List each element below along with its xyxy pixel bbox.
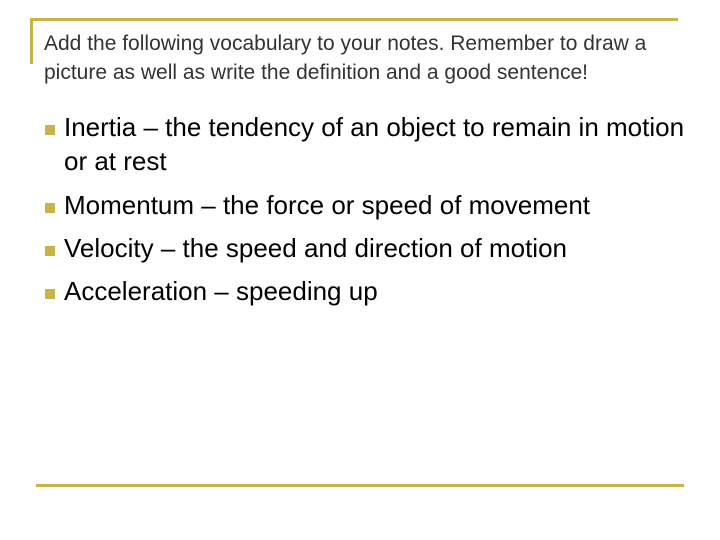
square-bullet-icon bbox=[45, 125, 55, 135]
list-item bbox=[36, 110, 696, 178]
list-item-text: Momentum – the force or speed of movement bbox=[64, 190, 591, 220]
top-rule bbox=[30, 18, 678, 21]
left-rule bbox=[30, 18, 33, 64]
slide-title: Add the following vocabulary to your notes. Remember to draw a picture as well as write the definition and a good sentence! bbox=[44, 32, 647, 84]
list-item bbox=[36, 274, 696, 308]
list-item bbox=[36, 231, 696, 265]
square-bullet-icon bbox=[45, 203, 55, 213]
list-item bbox=[36, 188, 696, 222]
bottom-rule bbox=[36, 484, 684, 487]
vocabulary-list bbox=[36, 110, 696, 317]
list-item-text: Velocity – the speed and direction of motion bbox=[64, 233, 567, 263]
list-item-text: Acceleration – speeding up bbox=[64, 276, 378, 306]
square-bullet-icon bbox=[45, 289, 55, 299]
list-item-text: Inertia – the tendency of an object to remain in motion or at rest bbox=[64, 112, 685, 176]
square-bullet-icon bbox=[45, 246, 55, 256]
